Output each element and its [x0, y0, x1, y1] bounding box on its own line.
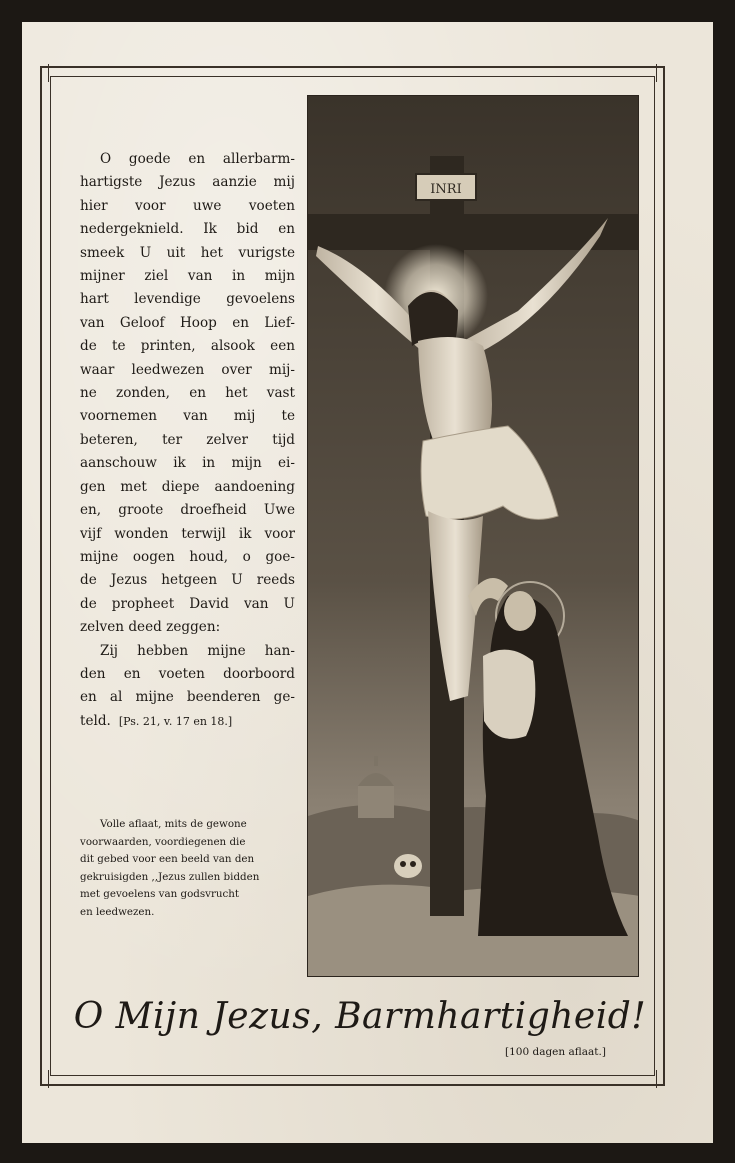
- indulgence-line: dit gebed voor een beeld van den: [80, 853, 255, 866]
- skull-eye: [410, 861, 416, 867]
- crucifixion-image: [307, 95, 639, 977]
- prayer-line: de te printen, alsook een: [80, 338, 295, 355]
- indulgence-line: met gevoelens van godsvrucht: [80, 888, 240, 901]
- corner-tick: [656, 1070, 657, 1088]
- prayer-line: O goede en allerbarm-: [100, 151, 295, 167]
- prayer-line: gen met diepe aandoening: [80, 478, 295, 495]
- inri-text: INRI: [430, 182, 462, 197]
- prayer-line: de Jezus hetgeen U reeds: [80, 572, 295, 589]
- magdalene-blouse: [483, 650, 535, 739]
- prayer-line: mijner ziel van in mijn: [80, 268, 295, 285]
- prayer-line: en, groote droefheid Uwe: [80, 502, 295, 519]
- scripture-quote-line: Zij hebben mijne han-: [100, 642, 295, 659]
- scripture-quote-last-line: [80, 710, 295, 733]
- prayer-line: aanschouw ik in mijn ei-: [80, 455, 295, 472]
- scripture-quote-line: den en voeten doorboord: [80, 665, 295, 682]
- skull-icon: [394, 854, 422, 878]
- scripture-citation: [Ps. 21, v. 17 en 18.]: [118, 714, 233, 728]
- prayer-line: zelven deed zeggen:: [80, 619, 221, 636]
- invocation-title: O Mijn Jezus, Barmhartigheid!: [73, 996, 647, 1037]
- prayer-line: de propheet David van U: [80, 595, 295, 612]
- skull-eye: [400, 861, 406, 867]
- prayer-line: hier voor uwe voeten: [80, 197, 295, 214]
- prayer-line: nedergeknield. Ik bid en: [80, 221, 295, 238]
- prayer-line: vijf wonden terwijl ik voor: [80, 525, 295, 542]
- corner-tick: [656, 64, 657, 82]
- prayer-line: hart levendige gevoelens: [80, 291, 295, 308]
- corner-tick: [48, 1070, 49, 1088]
- indulgence-note: [80, 816, 305, 922]
- indulgence-line: gekruisigden ,,Jezus zullen bidden: [80, 870, 260, 883]
- prayer-line: smeek U uit het vurigste: [80, 244, 295, 261]
- magdalene-head: [504, 591, 536, 631]
- indulgence-line: Volle aflaat, mits de gewone: [100, 818, 247, 830]
- scripture-quote-end: teld.: [80, 712, 111, 729]
- prayer-line: hartigste Jezus aanzie mij: [80, 174, 295, 191]
- prayer-text: [80, 148, 295, 733]
- prayer-line: voornemen van mij te: [80, 408, 295, 425]
- indulgence-line: en leedwezen.: [80, 905, 155, 918]
- indulgence-days-note: [100 dagen aflaat.]: [505, 1046, 606, 1058]
- prayer-line: waar leedwezen over mij-: [80, 361, 295, 378]
- prayer-line: ne zonden, en het vast: [80, 385, 295, 402]
- prayer-line: van Geloof Hoop en Lief-: [80, 314, 295, 331]
- prayer-line: mijne oogen houd, o goe-: [80, 548, 295, 565]
- prayer-line: beteren, ter zelver tijd: [80, 431, 295, 448]
- scripture-quote-line: en al mijne beenderen ge-: [80, 689, 295, 706]
- corner-tick: [48, 64, 49, 82]
- indulgence-line: voorwaarden, voordiegenen die: [80, 835, 246, 848]
- crucifixion-illustration: [308, 96, 639, 977]
